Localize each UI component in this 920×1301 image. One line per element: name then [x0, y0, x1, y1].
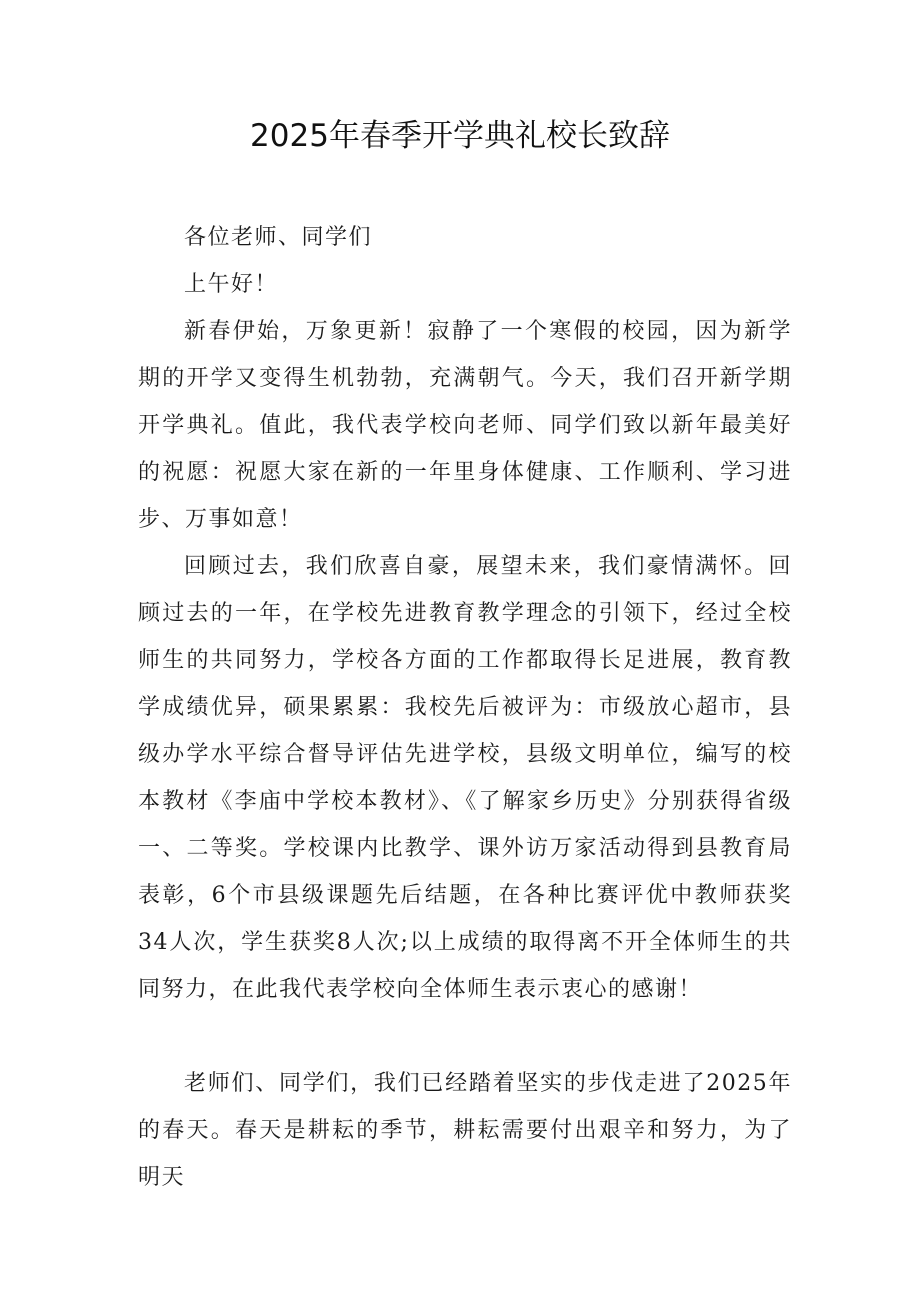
- salutation: 各位老师、同学们: [184, 225, 373, 250]
- document-title: 2025年春季开学典礼校长致辞: [250, 118, 670, 154]
- paragraph-spring: 老师们、同学们，我们已经踏着坚实的步伐走进了2025年的春天。春天是耕耘的季节，耕耘需要付出艰辛和努力，为了明天: [138, 1071, 792, 1190]
- document-body: [138, 214, 792, 1201]
- paragraph-opening: 新春伊始，万象更新！寂静了一个寒假的校园，因为新学期的开学又变得生机勃勃，充满朝气。今天，我们召开新学期开学典礼。值此，我代表学校向老师、同学们致以新年最美好的祝愿：祝愿大家在新的一年里身体健康、工作顺利、学习进步、万事如意！: [138, 319, 792, 532]
- greeting: 上午好！: [184, 272, 279, 297]
- paragraph-review: 回顾过去，我们欣喜自豪，展望未来，我们豪情满怀。回顾过去的一年，在学校先进教育教学理念的引领下，经过全校师生的共同努力，学校各方面的工作都取得长足进展，教育教学成绩优异，硕果累累：我校先后被评为：市级放心超市，县级办学水平综合督导评估先进学校，县级文明单位，编写的校本教材《李庙中学校本教材》、《了解家乡历史》分别获得省级一、二等奖。学校课内比教学、课外访万家活动得到县教育局表彰，6个市县级课题先后结题，在各种比赛评优中教师获奖34人次，学生获奖8人次;以上成绩的取得离不开全体师生的共同努力，在此我代表学校向全体师生表示衷心的感谢！: [138, 554, 792, 1002]
- paragraph-gap: [138, 1013, 792, 1060]
